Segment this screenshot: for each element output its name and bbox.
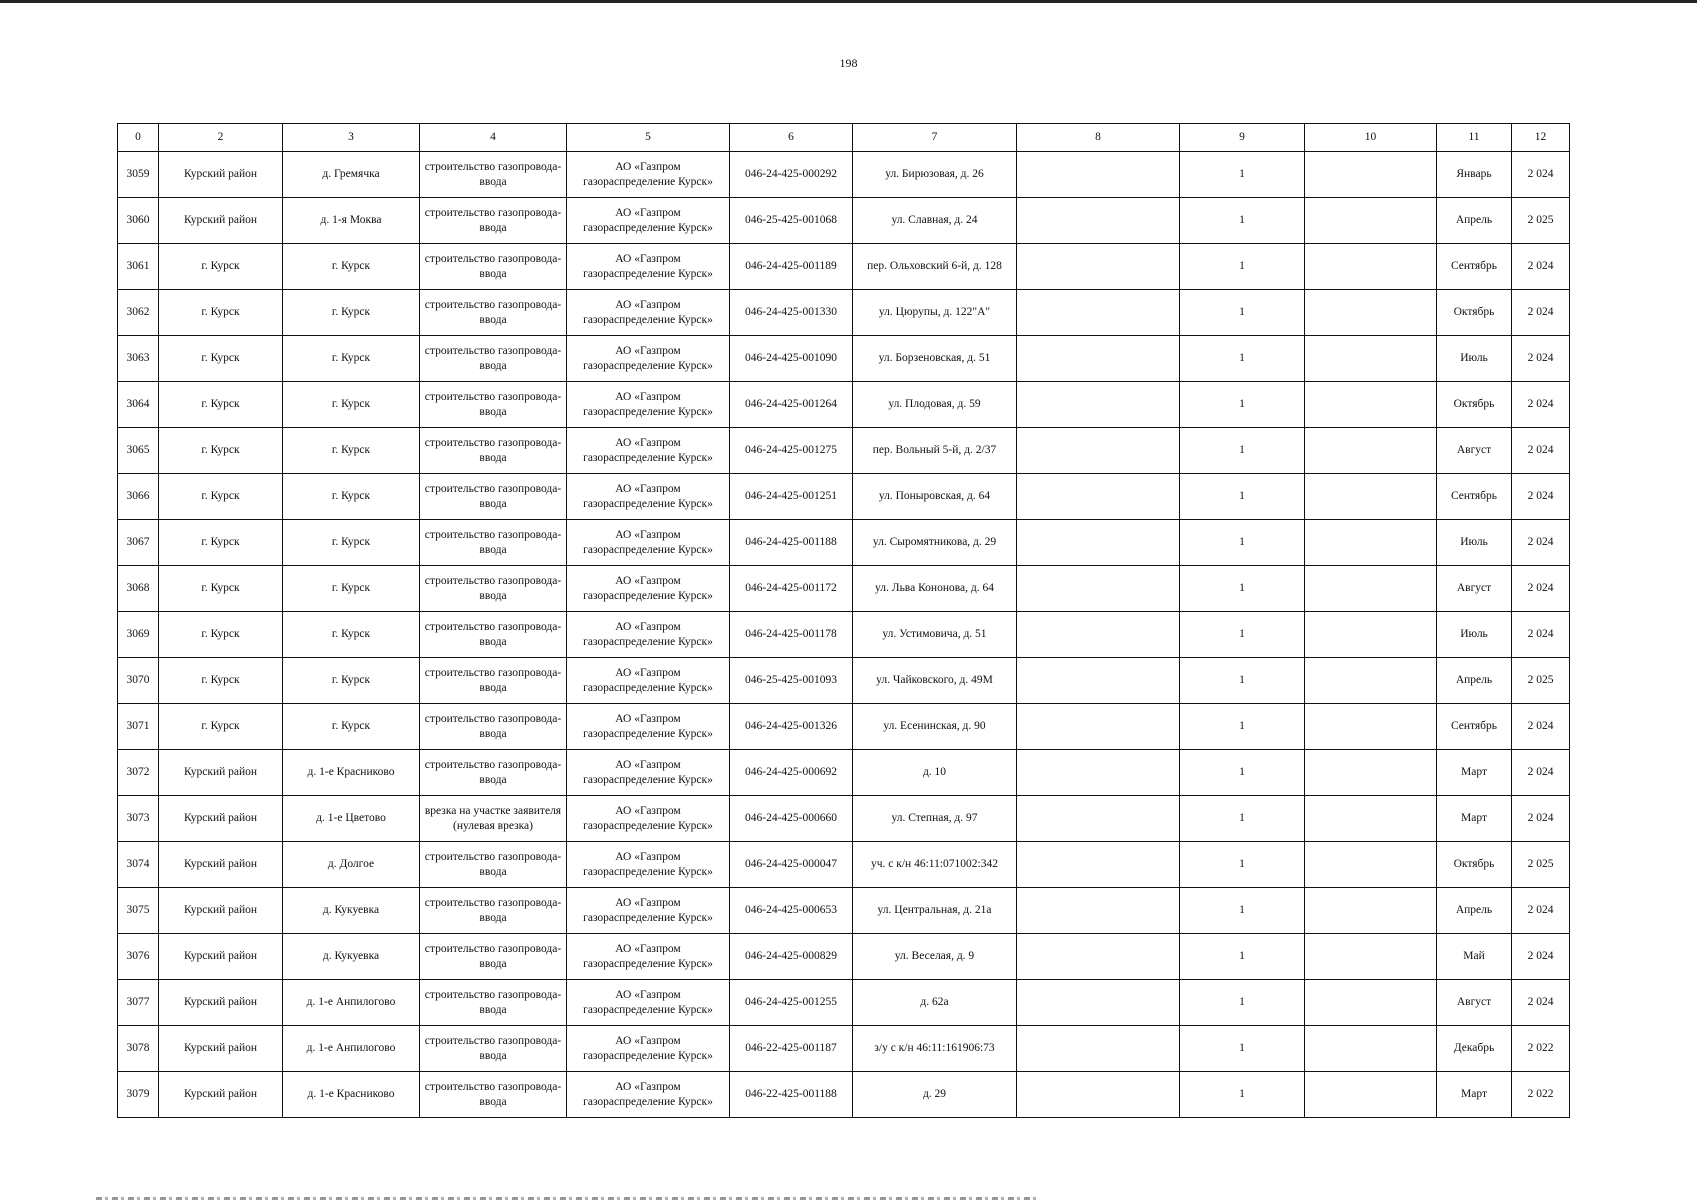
cell-organization: АО «Газпром газораспределение Курск» xyxy=(567,934,730,980)
cell-organization: АО «Газпром газораспределение Курск» xyxy=(567,1026,730,1072)
cell-address: ул. Веселая, д. 9 xyxy=(853,934,1017,980)
cell-col-10 xyxy=(1305,1072,1437,1118)
table-row xyxy=(118,382,1570,428)
cell-year: 2 024 xyxy=(1512,382,1570,428)
cell-row-number: 3078 xyxy=(118,1026,159,1072)
cell-year: 2 022 xyxy=(1512,1026,1570,1072)
cell-organization: АО «Газпром газораспределение Курск» xyxy=(567,382,730,428)
cell-col-10 xyxy=(1305,796,1437,842)
cell-work-type: строительство газопровода-ввода xyxy=(420,612,567,658)
cell-month: Сентябрь xyxy=(1437,244,1512,290)
cell-address: ул. Центральная, д. 21а xyxy=(853,888,1017,934)
cell-month: Январь xyxy=(1437,152,1512,198)
cell-work-type: врезка на участке заявителя (нулевая врезка) xyxy=(420,796,567,842)
table-row xyxy=(118,336,1570,382)
cell-district: г. Курск xyxy=(159,520,283,566)
cell-col-10 xyxy=(1305,198,1437,244)
table-row xyxy=(118,474,1570,520)
cell-row-number: 3077 xyxy=(118,980,159,1026)
column-header-quantity: 9 xyxy=(1180,124,1305,152)
cell-quantity: 1 xyxy=(1180,612,1305,658)
cell-quantity: 1 xyxy=(1180,980,1305,1026)
cell-address: ул. Борзеновская, д. 51 xyxy=(853,336,1017,382)
cell-col-10 xyxy=(1305,520,1437,566)
cell-address: пер. Вольный 5-й, д. 2/37 xyxy=(853,428,1017,474)
cell-col-10 xyxy=(1305,382,1437,428)
cell-district: Курский район xyxy=(159,980,283,1026)
cell-quantity: 1 xyxy=(1180,796,1305,842)
cell-work-type: строительство газопровода-ввода xyxy=(420,428,567,474)
cell-col-10 xyxy=(1305,980,1437,1026)
cell-col-8 xyxy=(1017,842,1180,888)
cell-month: Март xyxy=(1437,796,1512,842)
cell-application-number: 046-24-425-000653 xyxy=(730,888,853,934)
cell-settlement: г. Курск xyxy=(283,244,420,290)
cell-application-number: 046-24-425-000692 xyxy=(730,750,853,796)
cell-row-number: 3069 xyxy=(118,612,159,658)
cell-year: 2 024 xyxy=(1512,244,1570,290)
table-row xyxy=(118,1072,1570,1118)
cell-col-10 xyxy=(1305,612,1437,658)
cell-year: 2 024 xyxy=(1512,566,1570,612)
cell-address: д. 29 xyxy=(853,1072,1017,1118)
column-header-work-type: 4 xyxy=(420,124,567,152)
cell-application-number: 046-24-425-001172 xyxy=(730,566,853,612)
cell-col-8 xyxy=(1017,750,1180,796)
cell-district: Курский район xyxy=(159,1026,283,1072)
cell-quantity: 1 xyxy=(1180,290,1305,336)
cell-row-number: 3073 xyxy=(118,796,159,842)
cell-application-number: 046-25-425-001093 xyxy=(730,658,853,704)
cell-district: Курский район xyxy=(159,1072,283,1118)
cell-settlement: д. 1-е Анпилогово xyxy=(283,1026,420,1072)
table-row xyxy=(118,888,1570,934)
cell-settlement: д. Кукуевка xyxy=(283,888,420,934)
column-header-month: 11 xyxy=(1437,124,1512,152)
cell-year: 2 025 xyxy=(1512,198,1570,244)
table-row xyxy=(118,290,1570,336)
cell-row-number: 3059 xyxy=(118,152,159,198)
cell-address: пер. Ольховский 6-й, д. 128 xyxy=(853,244,1017,290)
cell-col-8 xyxy=(1017,612,1180,658)
cell-district: Курский район xyxy=(159,152,283,198)
cell-col-8 xyxy=(1017,704,1180,750)
cell-row-number: 3062 xyxy=(118,290,159,336)
table-row xyxy=(118,842,1570,888)
cell-district: г. Курск xyxy=(159,244,283,290)
column-header-address: 7 xyxy=(853,124,1017,152)
cell-col-10 xyxy=(1305,888,1437,934)
cell-year: 2 025 xyxy=(1512,842,1570,888)
cell-row-number: 3072 xyxy=(118,750,159,796)
cell-row-number: 3067 xyxy=(118,520,159,566)
cell-address: д. 10 xyxy=(853,750,1017,796)
cell-address: ул. Цюрупы, д. 122"А" xyxy=(853,290,1017,336)
cell-settlement: д. 1-я Моква xyxy=(283,198,420,244)
cell-year: 2 024 xyxy=(1512,152,1570,198)
cell-organization: АО «Газпром газораспределение Курск» xyxy=(567,474,730,520)
cell-quantity: 1 xyxy=(1180,1026,1305,1072)
cell-application-number: 046-24-425-001090 xyxy=(730,336,853,382)
cell-month: Сентябрь xyxy=(1437,474,1512,520)
cell-col-10 xyxy=(1305,152,1437,198)
cell-col-10 xyxy=(1305,1026,1437,1072)
table-row xyxy=(118,152,1570,198)
table-row xyxy=(118,198,1570,244)
cell-quantity: 1 xyxy=(1180,244,1305,290)
cell-quantity: 1 xyxy=(1180,520,1305,566)
cell-application-number: 046-24-425-000047 xyxy=(730,842,853,888)
cell-address: уч. с к/н 46:11:071002:342 xyxy=(853,842,1017,888)
cell-col-10 xyxy=(1305,566,1437,612)
cell-quantity: 1 xyxy=(1180,198,1305,244)
cell-quantity: 1 xyxy=(1180,428,1305,474)
cell-district: г. Курск xyxy=(159,704,283,750)
cell-row-number: 3061 xyxy=(118,244,159,290)
column-header-col-8: 8 xyxy=(1017,124,1180,152)
cell-col-8 xyxy=(1017,152,1180,198)
cell-year: 2 024 xyxy=(1512,520,1570,566)
cell-year: 2 024 xyxy=(1512,612,1570,658)
cell-row-number: 3068 xyxy=(118,566,159,612)
cell-application-number: 046-24-425-000829 xyxy=(730,934,853,980)
cell-col-8 xyxy=(1017,336,1180,382)
cell-organization: АО «Газпром газораспределение Курск» xyxy=(567,750,730,796)
cell-col-10 xyxy=(1305,336,1437,382)
cell-col-8 xyxy=(1017,888,1180,934)
cell-organization: АО «Газпром газораспределение Курск» xyxy=(567,842,730,888)
table-row xyxy=(118,612,1570,658)
table-row xyxy=(118,428,1570,474)
column-header-application-number: 6 xyxy=(730,124,853,152)
cell-settlement: г. Курск xyxy=(283,612,420,658)
cell-district: г. Курск xyxy=(159,612,283,658)
cell-col-8 xyxy=(1017,566,1180,612)
cell-address: ул. Поныровская, д. 64 xyxy=(853,474,1017,520)
cell-quantity: 1 xyxy=(1180,152,1305,198)
cell-month: Октябрь xyxy=(1437,842,1512,888)
cell-work-type: строительство газопровода-ввода xyxy=(420,750,567,796)
cell-district: г. Курск xyxy=(159,566,283,612)
cell-month: Декабрь xyxy=(1437,1026,1512,1072)
cell-work-type: строительство газопровода-ввода xyxy=(420,842,567,888)
cell-settlement: д. 1-е Цветово xyxy=(283,796,420,842)
cell-address: ул. Бирюзовая, д. 26 xyxy=(853,152,1017,198)
cell-month: Апрель xyxy=(1437,658,1512,704)
cell-settlement: г. Курск xyxy=(283,428,420,474)
cell-quantity: 1 xyxy=(1180,566,1305,612)
cell-organization: АО «Газпром газораспределение Курск» xyxy=(567,244,730,290)
cell-month: Июль xyxy=(1437,520,1512,566)
column-header-year: 12 xyxy=(1512,124,1570,152)
cell-settlement: г. Курск xyxy=(283,704,420,750)
cell-work-type: строительство газопровода-ввода xyxy=(420,474,567,520)
cell-row-number: 3070 xyxy=(118,658,159,704)
cell-settlement: д. Долгое xyxy=(283,842,420,888)
cell-col-8 xyxy=(1017,244,1180,290)
cell-work-type: строительство газопровода-ввода xyxy=(420,520,567,566)
cell-application-number: 046-24-425-001255 xyxy=(730,980,853,1026)
cell-col-8 xyxy=(1017,198,1180,244)
cell-application-number: 046-24-425-001188 xyxy=(730,520,853,566)
cell-row-number: 3060 xyxy=(118,198,159,244)
cell-settlement: г. Курск xyxy=(283,474,420,520)
cell-month: Октябрь xyxy=(1437,382,1512,428)
cell-work-type: строительство газопровода-ввода xyxy=(420,290,567,336)
cell-month: Август xyxy=(1437,566,1512,612)
cell-row-number: 3063 xyxy=(118,336,159,382)
cell-row-number: 3064 xyxy=(118,382,159,428)
cell-work-type: строительство газопровода-ввода xyxy=(420,658,567,704)
column-header-row-number: 0 xyxy=(118,124,159,152)
cell-work-type: строительство газопровода-ввода xyxy=(420,934,567,980)
cell-address: ул. Степная, д. 97 xyxy=(853,796,1017,842)
cell-row-number: 3076 xyxy=(118,934,159,980)
cell-row-number: 3079 xyxy=(118,1072,159,1118)
cell-col-8 xyxy=(1017,934,1180,980)
cell-address: ул. Устимовича, д. 51 xyxy=(853,612,1017,658)
cell-settlement: г. Курск xyxy=(283,382,420,428)
cell-quantity: 1 xyxy=(1180,1072,1305,1118)
top-border-rule xyxy=(0,0,1697,3)
cell-col-8 xyxy=(1017,796,1180,842)
cell-month: Август xyxy=(1437,428,1512,474)
table-row xyxy=(118,520,1570,566)
column-header-settlement: 3 xyxy=(283,124,420,152)
cell-district: г. Курск xyxy=(159,474,283,520)
cell-settlement: г. Курск xyxy=(283,658,420,704)
cell-year: 2 024 xyxy=(1512,796,1570,842)
cell-col-10 xyxy=(1305,290,1437,336)
cell-year: 2 024 xyxy=(1512,336,1570,382)
cell-work-type: строительство газопровода-ввода xyxy=(420,888,567,934)
table-row xyxy=(118,1026,1570,1072)
cell-address: ул. Плодовая, д. 59 xyxy=(853,382,1017,428)
cell-month: Октябрь xyxy=(1437,290,1512,336)
cell-quantity: 1 xyxy=(1180,842,1305,888)
table-row xyxy=(118,658,1570,704)
cell-organization: АО «Газпром газораспределение Курск» xyxy=(567,888,730,934)
cell-application-number: 046-22-425-001187 xyxy=(730,1026,853,1072)
cell-organization: АО «Газпром газораспределение Курск» xyxy=(567,428,730,474)
cell-application-number: 046-24-425-001330 xyxy=(730,290,853,336)
cell-quantity: 1 xyxy=(1180,474,1305,520)
cell-year: 2 022 xyxy=(1512,1072,1570,1118)
cell-year: 2 024 xyxy=(1512,290,1570,336)
cell-work-type: строительство газопровода-ввода xyxy=(420,980,567,1026)
column-header-col-10: 10 xyxy=(1305,124,1437,152)
cell-year: 2 024 xyxy=(1512,888,1570,934)
table-row xyxy=(118,796,1570,842)
register-table xyxy=(117,123,1570,1118)
table-row xyxy=(118,566,1570,612)
column-header-organization: 5 xyxy=(567,124,730,152)
table-row xyxy=(118,750,1570,796)
cell-organization: АО «Газпром газораспределение Курск» xyxy=(567,566,730,612)
cell-settlement: д. Кукуевка xyxy=(283,934,420,980)
cell-year: 2 024 xyxy=(1512,704,1570,750)
cell-organization: АО «Газпром газораспределение Курск» xyxy=(567,658,730,704)
cell-settlement: г. Курск xyxy=(283,566,420,612)
cell-organization: АО «Газпром газораспределение Курск» xyxy=(567,198,730,244)
cell-col-10 xyxy=(1305,474,1437,520)
cell-address: ул. Есенинская, д. 90 xyxy=(853,704,1017,750)
cell-address: ул. Льва Кононова, д. 64 xyxy=(853,566,1017,612)
cell-work-type: строительство газопровода-ввода xyxy=(420,566,567,612)
cell-col-10 xyxy=(1305,704,1437,750)
cell-district: г. Курск xyxy=(159,382,283,428)
cell-month: Март xyxy=(1437,1072,1512,1118)
cell-application-number: 046-24-425-001178 xyxy=(730,612,853,658)
cell-quantity: 1 xyxy=(1180,888,1305,934)
cell-settlement: г. Курск xyxy=(283,290,420,336)
cell-row-number: 3074 xyxy=(118,842,159,888)
cell-year: 2 025 xyxy=(1512,658,1570,704)
cell-district: Курский район xyxy=(159,796,283,842)
cell-month: Май xyxy=(1437,934,1512,980)
cell-district: г. Курск xyxy=(159,658,283,704)
cell-organization: АО «Газпром газораспределение Курск» xyxy=(567,796,730,842)
cell-col-8 xyxy=(1017,1026,1180,1072)
cell-organization: АО «Газпром газораспределение Курск» xyxy=(567,520,730,566)
cell-quantity: 1 xyxy=(1180,704,1305,750)
cell-organization: АО «Газпром газораспределение Курск» xyxy=(567,1072,730,1118)
cell-address: ул. Славная, д. 24 xyxy=(853,198,1017,244)
cell-address: ул. Чайковского, д. 49М xyxy=(853,658,1017,704)
cell-col-8 xyxy=(1017,1072,1180,1118)
cell-settlement: д. 1-е Красниково xyxy=(283,1072,420,1118)
cell-application-number: 046-24-425-001275 xyxy=(730,428,853,474)
cell-organization: АО «Газпром газораспределение Курск» xyxy=(567,704,730,750)
cell-application-number: 046-24-425-000292 xyxy=(730,152,853,198)
table-row xyxy=(118,704,1570,750)
cell-year: 2 024 xyxy=(1512,934,1570,980)
cell-work-type: строительство газопровода-ввода xyxy=(420,704,567,750)
cell-col-10 xyxy=(1305,428,1437,474)
cell-row-number: 3075 xyxy=(118,888,159,934)
cell-month: Июль xyxy=(1437,612,1512,658)
cell-district: Курский район xyxy=(159,842,283,888)
table-row xyxy=(118,934,1570,980)
cell-settlement: г. Курск xyxy=(283,336,420,382)
cell-year: 2 024 xyxy=(1512,980,1570,1026)
cell-settlement: д. 1-е Анпилогово xyxy=(283,980,420,1026)
cell-work-type: строительство газопровода-ввода xyxy=(420,198,567,244)
header-row xyxy=(118,124,1570,152)
table-body xyxy=(118,152,1570,1118)
cell-address: ул. Сыромятникова, д. 29 xyxy=(853,520,1017,566)
cell-application-number: 046-22-425-001188 xyxy=(730,1072,853,1118)
cell-col-8 xyxy=(1017,980,1180,1026)
cell-settlement: г. Курск xyxy=(283,520,420,566)
cell-application-number: 046-24-425-001189 xyxy=(730,244,853,290)
cell-district: Курский район xyxy=(159,934,283,980)
table-row xyxy=(118,980,1570,1026)
cell-year: 2 024 xyxy=(1512,474,1570,520)
cell-col-10 xyxy=(1305,658,1437,704)
cell-work-type: строительство газопровода-ввода xyxy=(420,1072,567,1118)
cell-row-number: 3066 xyxy=(118,474,159,520)
cell-col-10 xyxy=(1305,934,1437,980)
cell-col-8 xyxy=(1017,382,1180,428)
page-number: 198 xyxy=(839,56,858,70)
cell-col-8 xyxy=(1017,658,1180,704)
cell-col-8 xyxy=(1017,474,1180,520)
cell-application-number: 046-24-425-001251 xyxy=(730,474,853,520)
cell-year: 2 024 xyxy=(1512,750,1570,796)
cell-month: Апрель xyxy=(1437,198,1512,244)
cell-quantity: 1 xyxy=(1180,658,1305,704)
cell-col-10 xyxy=(1305,750,1437,796)
cell-district: г. Курск xyxy=(159,428,283,474)
cell-application-number: 046-25-425-001068 xyxy=(730,198,853,244)
cell-col-8 xyxy=(1017,290,1180,336)
cell-organization: АО «Газпром газораспределение Курск» xyxy=(567,290,730,336)
cell-district: Курский район xyxy=(159,198,283,244)
cell-quantity: 1 xyxy=(1180,336,1305,382)
cell-district: г. Курск xyxy=(159,290,283,336)
cell-work-type: строительство газопровода-ввода xyxy=(420,1026,567,1072)
cell-year: 2 024 xyxy=(1512,428,1570,474)
cell-organization: АО «Газпром газораспределение Курск» xyxy=(567,612,730,658)
cell-row-number: 3071 xyxy=(118,704,159,750)
cell-district: Курский район xyxy=(159,888,283,934)
cell-settlement: д. 1-е Красниково xyxy=(283,750,420,796)
cell-quantity: 1 xyxy=(1180,750,1305,796)
cell-quantity: 1 xyxy=(1180,934,1305,980)
cell-settlement: д. Гремячка xyxy=(283,152,420,198)
cell-col-8 xyxy=(1017,428,1180,474)
cell-month: Март xyxy=(1437,750,1512,796)
cell-organization: АО «Газпром газораспределение Курск» xyxy=(567,980,730,1026)
cell-application-number: 046-24-425-001264 xyxy=(730,382,853,428)
cell-application-number: 046-24-425-000660 xyxy=(730,796,853,842)
cell-work-type: строительство газопровода-ввода xyxy=(420,336,567,382)
cell-col-10 xyxy=(1305,244,1437,290)
cell-work-type: строительство газопровода-ввода xyxy=(420,152,567,198)
cell-col-8 xyxy=(1017,520,1180,566)
cell-month: Сентябрь xyxy=(1437,704,1512,750)
table-row xyxy=(118,244,1570,290)
cell-month: Июль xyxy=(1437,336,1512,382)
table-header xyxy=(118,124,1570,152)
cell-row-number: 3065 xyxy=(118,428,159,474)
cell-work-type: строительство газопровода-ввода xyxy=(420,382,567,428)
cell-address: д. 62а xyxy=(853,980,1017,1026)
cell-application-number: 046-24-425-001326 xyxy=(730,704,853,750)
cell-organization: АО «Газпром газораспределение Курск» xyxy=(567,152,730,198)
cell-district: г. Курск xyxy=(159,336,283,382)
cell-district: Курский район xyxy=(159,750,283,796)
column-header-district: 2 xyxy=(159,124,283,152)
cell-organization: АО «Газпром газораспределение Курск» xyxy=(567,336,730,382)
cell-month: Апрель xyxy=(1437,888,1512,934)
cell-address: з/у с к/н 46:11:161906:73 xyxy=(853,1026,1017,1072)
cell-work-type: строительство газопровода-ввода xyxy=(420,244,567,290)
cell-quantity: 1 xyxy=(1180,382,1305,428)
cell-col-10 xyxy=(1305,842,1437,888)
cell-month: Август xyxy=(1437,980,1512,1026)
